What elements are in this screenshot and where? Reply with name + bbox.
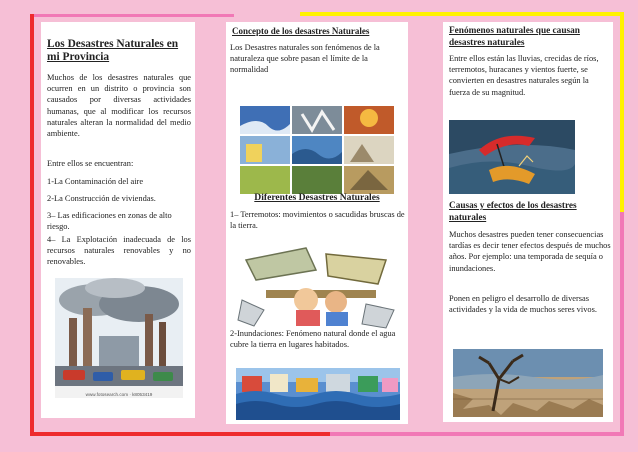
type-earthquake-text: 1– Terremotos: movimientos o sacudidas bruscas de la tierra. bbox=[230, 210, 405, 231]
phenomena-title: Fenómenos naturales que causan desastres naturales bbox=[449, 26, 580, 48]
phenomena-text: Entre ellos están las lluvias, crecidas de ríos, terremotos, huracanes y vientos fuerte, se convierten en desastres naturales según la fuerza de su magnitud. bbox=[449, 54, 599, 97]
left-list-intro: Entre ellos se encuentran: bbox=[47, 159, 134, 168]
frame-red-left bbox=[30, 14, 34, 436]
right-top-panel bbox=[443, 22, 613, 195]
concept-text: Los Desastres naturales son fenómenos de la naturaleza que sobre pasan el límite de la normalidad bbox=[230, 43, 380, 75]
left-item-1: 1-La Contaminación del aire bbox=[47, 177, 144, 186]
disasters-collage-image bbox=[238, 104, 396, 196]
frame-pink-left-top bbox=[34, 14, 234, 17]
right-bottom-panel bbox=[443, 195, 613, 422]
frame-pink-right bbox=[620, 212, 624, 436]
causes-text-1: Muchos desastres pueden tener consecuencias tardías es decir tener efectos después de muchos años. Por ejemplo: una temporada de sequía o inundaciones. bbox=[449, 230, 611, 273]
left-item-2: 2-La Construcción de viviendas. bbox=[47, 194, 156, 203]
middle-panel bbox=[226, 22, 408, 424]
earthquake-image bbox=[236, 240, 400, 330]
storm-umbrella-image bbox=[449, 120, 575, 194]
left-title: Los Desastres Naturales en mi Provincia bbox=[47, 38, 179, 63]
left-item-3: 3– Las edificaciones en zonas de alto riesgo. bbox=[47, 211, 172, 232]
left-panel bbox=[41, 22, 195, 418]
pollution-image-caption: www.fotosearch.com · k8053419 bbox=[85, 392, 153, 397]
type-flood-text: 2-Inundaciones: Fenómeno natural donde el agua cubre la tierra en lugares habitados. bbox=[230, 329, 396, 350]
frame-yellow-top bbox=[300, 12, 624, 16]
concept-title: Concepto de los desastres Naturales bbox=[232, 26, 370, 36]
causes-text-2: Ponen en peligro el desarrollo de diversas actividades y la vida de muchos seres vivos. bbox=[449, 294, 597, 315]
pollution-image bbox=[55, 278, 183, 398]
frame-pink-bottom bbox=[330, 432, 620, 436]
types-title: Diferentes Desastres Naturales bbox=[254, 192, 380, 203]
left-intro: Muchos de los desastres naturales que ocurren en un distrito o provincia son causados por diversas actividades humanas, que al modificar los recursos naturales alteran la normalidad del medio ambiente. bbox=[47, 73, 191, 139]
flood-image bbox=[236, 368, 400, 420]
frame-yellow-right bbox=[620, 12, 624, 212]
causes-title: Causas y efectos de los desastres naturales bbox=[449, 201, 577, 223]
frame-red-bottom bbox=[30, 432, 330, 436]
drought-tree-image bbox=[453, 349, 603, 417]
left-item-4: 4– La Explotación inadecuada de los recursos naturales renovables y no renovables. bbox=[47, 235, 191, 267]
